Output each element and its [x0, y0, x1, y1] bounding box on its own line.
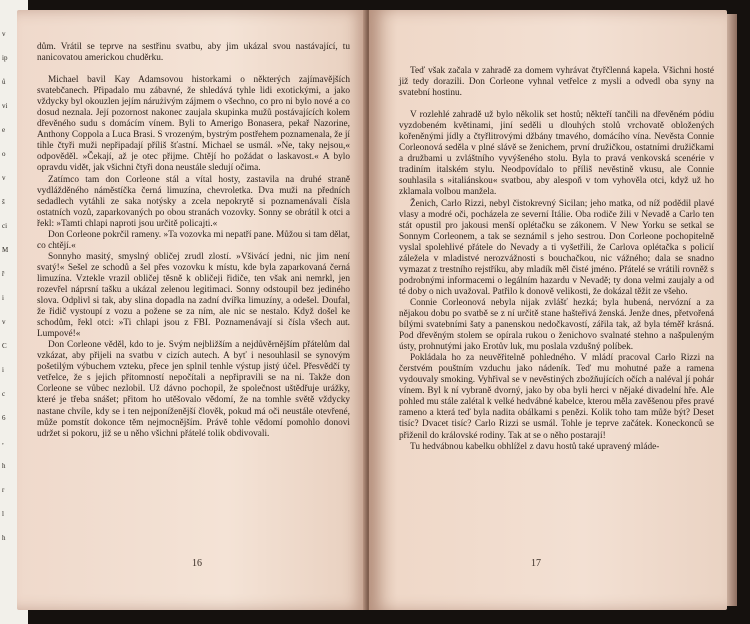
paragraph: Zatímco tam don Corleone stál a vítal hosty, zastavila na druhé straně vydlážděného náměstíčka černá limuzína, chevroletka. Dva muži na předních sedadlech vytáhli ze saka notýsky a zcela nepokrytě si poznamenávali čísla ostatních vozů, zaparkovaných po obou stranách vozovky. Sonny se obrátil k otci a řekl: »Tamti chlapi naproti jsou určitě policajti.«: [37, 174, 350, 229]
edge-text-fragment: e: [2, 126, 6, 134]
paragraph: Don Corleone pokrčil rameny. »Ta vozovka mi nepatří pane. Můžou si tam dělat, co chtějí.«: [37, 229, 350, 251]
left-page-text: [37, 42, 350, 440]
right-page-text: [399, 66, 714, 453]
paragraph: V rozlehlé zahradě už bylo několik set hostů; někteří tančili na dřevěném pódiu vyzdobeném květinami, jiní seděli u dlouhých stolů vrchovatě obložených kořeněnými jídly a čtyřlitrovými džbány tmavého, domácího vína. Nevěsta Connie Corleonová seděla v plné slávě se ženichem, první družičkou, ostatními družičkami a družbami u zvláštního vyvýšeného stolu. Byla to pravá venkovská scenérie v tradiním italském stylu. Neodpovídalo to příliš nevěstině vkusu, ale Connie souhlasila s »italiánskou« svatbou, aby alespoň v tom vyhověla otci, když už ho zklamala volbou manžela.: [399, 110, 714, 198]
paragraph: Sonnyho masitý, smyslný obličej zrudl zlostí. »Všivácí jedni, nic jim není svatý!« Sešel ze schodů a šel přes vozovku k místu, kde byla zaparkovaná černá limuzína. Vztekle vrazil obličej těsně k obličeji řidiče, ten však ani nemrkl, jen rozevřel náprsní tašku a ukázal zelenou legitimaci. Sonny odstoupil bez jediného slova. Odplivl si tak, aby slina dopadla na zadní dvířka limuzíny, a odešel. Doufal, že řidič vystoupí z vozu a požene se za ním, ale nic se nestalo. Když došel ke schodům, řekl otci: »Ti chlapi jsou z FBI. Poznamenávají si čísla všech aut. Lumpové!«: [37, 251, 350, 340]
left-page: [17, 10, 367, 610]
paragraph: Connie Corleonová nebyla nijak zvlášť hezká; byla hubená, nervózní a za nějakou dobu po svatbě se z ní určitě stane hašteřivá ženská. Jenže dnes, přetvořená bílými svatebními šaty a panenskou nedočkavostí, zářila tak, až byla téměř krásná. Pod dřevěným stolem se opírala rukou o ženichovo svalnaté stehno a našpuleným ústy, prohnutými jako Erotův luk, mu poslala vzdušný políbek.: [399, 297, 714, 353]
paragraph: Pokládala ho za neuvěřitelně pohledného. V mládí pracoval Carlo Rizzi na čerstvém pouštním vzduchu jako nádeník. Teď mu mohutné paže a ramena vydouvaly smoking. Vyhřival se v nevěstiných zbožňujících očích a naléval jí pohár vínem. Byl k ní vybraně dvorný, jako by oba byli herci v nějaké divadelní hře. Ale pohled mu stále zalétal k velké hedvábné kabelce, kterou měla zavěšenou přes pravé rameno a která teď byla nadita obálkami s penězi. Kolik toho tam může být? Deset tisíc? Dvacet tisíc? Carlo Rizzi se usmál. Tohle je teprve začátek. Koneckonců se přiženil do královské rodiny. Tak at se o něho postarají!: [399, 353, 714, 441]
edge-text-fragment: h: [2, 462, 6, 470]
right-page: [369, 10, 727, 610]
edge-text-fragment: v: [2, 30, 6, 38]
edge-text-fragment: š: [2, 198, 5, 206]
paragraph: Tu hedvábnou kabelku obhlížel z davu hostů také upravený mláde-: [410, 441, 660, 452]
paragraph: Michael bavil Kay Adamsovou historkami o některých zajímavějších svatebčanech. Připadalo mu zábavné, že shledává tyhle lidi exotickými, a jako vždycky byl okouzlen jejím nárużivým zájmem o všechno, co pro ni bylo nové a co dosud neznala. Její pozornost nakonec zaujala skupinka mužů postávajících kolem dřevěného sudu s domácím vínem. Byli to Amerigo Bonasera, pekař Nazorine, Anthony Coppola a Luca Brasi. S vrozeným, bystrým postřehem poznamenala, že jí tihle čtyři muži nepřipadají příliš šťastní. Michael se usmál. »Ne, taky nejsou,« odpověděl. »Čekají, až je otec přijme. Chtějí ho požádat o laskavost.« A bylo opravdu vidět, jak všichni čtyři dona neustále sledují očima.: [37, 75, 350, 174]
edge-text-fragment: r: [2, 486, 5, 494]
edge-text-fragment: i: [2, 294, 4, 302]
paragraph: Teď však začala v zahradě za domem vyhrávat čtyřčlenná kapela. Všichni hosté již tedy dorazili. Don Corleone vyhnal vetřelce z mysli a odvedl oba syny na svatební hostinu.: [399, 66, 714, 99]
paragraph: dům. Vrátil se teprve na sestřinu svatbu, aby jim ukázal svou nastávající, tu nanicovatou americkou chuděrku.: [37, 42, 350, 64]
edge-text-fragment: l: [2, 510, 4, 518]
edge-text-fragment: i: [2, 366, 4, 374]
edge-text-fragment: v: [2, 174, 6, 182]
edge-text-fragment: ř: [2, 270, 5, 278]
edge-text-fragment: ,: [2, 438, 4, 446]
paragraph: Ženich, Carlo Rizzi, nebyl čistokrevný Sicilan; jeho matka, od níž podědil plavé vlasy a modré oči, pocházela ze severní Itálie. Oba rodiče žili v Nevadě a Carlo ten stát opustil pro jakousi menší oplétačku se zákonem. V New Yorku se setkal se Sonnym Corleonem, a tak se seznámil s jeho sestrou. Don Corleone pochopitelně vyslal spolehlivé přátele do Nevady a ti vyšetřili, že Carlova oplétačka s policií záležela v mladistvé nerozvážnosti s bouchačkou, nic vážného; dala se snadno vymazat z trestního rejstříku, aby mladík měl čisté jméno. Přátelé se vrátili rovněž s podrobnými informacemi o legálním hazardu v Nevadě; ty dona velmi zaujaly a od té doby o nich uvažoval. Patřilo k donově velikosti, že dokázal těžit ze všeho.: [399, 198, 714, 297]
edge-text-fragment: h: [2, 534, 6, 542]
right-page-number: 17: [531, 558, 541, 569]
left-page-number: 16: [192, 558, 202, 569]
page-stack-edge: [727, 14, 737, 606]
edge-text-fragment: 6: [2, 414, 6, 422]
paragraph: Don Corleone věděl, kdo to je. Svým nejbližším a nejdůvěrnějším přátelům dal vzkázat, aby přijeli na svatbu v cizích autech. A byť i nesouhlasil se synovým pošetilým výbuchem vzteku, přece jen splnil tenhle výstup jistý účel. Přesvědčí ty vetřelce, že s jejich přítomností nepočítali a nepřipravili se na ni. Takže don Corleone se vůbec nezlobil. Už dávno pochopil, že společnost uštědřuje urážky, které je třeba snášet; přitom ho utěšovalo vědomí, že na tomhle světě vždycky nastane chvíle, kdy se i ten nejponíženější člověk, pokud má oči neustále otevřené, může pomstít dokonce těm nejmocnějším. Právě tohle vědomí pomohlo donovi udržet si pokoru, již se u něho všichni přátelé tolik obdivovali.: [37, 340, 350, 439]
edge-text-fragment: vi: [2, 102, 8, 110]
edge-text-fragment: o: [2, 150, 6, 158]
edge-text-fragment: ů: [2, 78, 6, 86]
edge-text-fragment: c: [2, 390, 6, 398]
edge-text-fragment: ip: [2, 54, 8, 62]
edge-text-fragment: M: [2, 246, 9, 254]
edge-text-fragment: v: [2, 318, 6, 326]
edge-text-fragment: C: [2, 342, 7, 350]
edge-text-fragment: ci: [2, 222, 8, 230]
